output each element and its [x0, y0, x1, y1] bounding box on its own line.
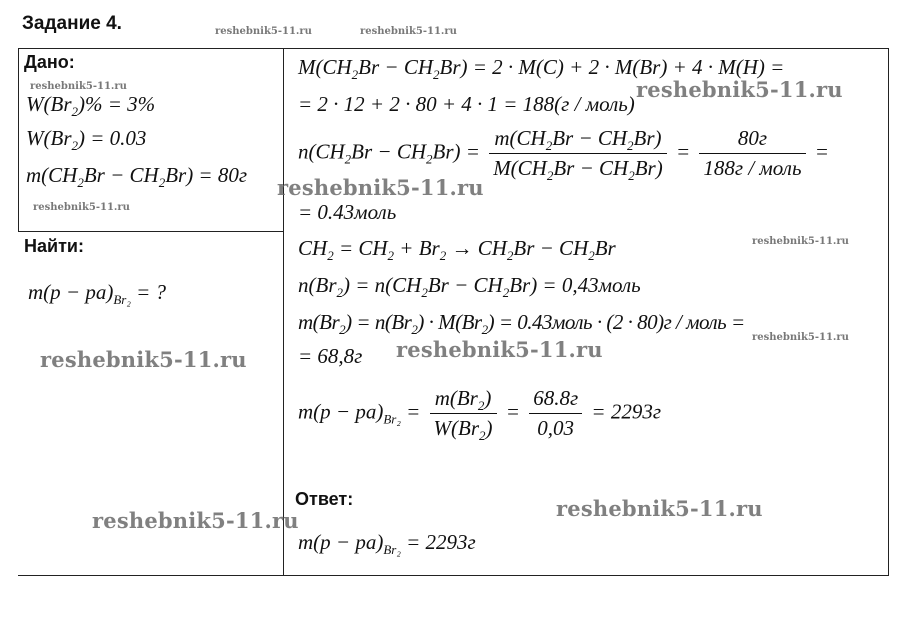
watermark: reshebnik5-11.ru: [556, 496, 763, 521]
given-mass-fraction-percent: $W(Br_2)\% = 3\%$: [26, 92, 156, 119]
table-bottom-border: [18, 575, 889, 576]
bromine-mass-result: = 68,8г: [298, 344, 363, 368]
watermark: reshebnik5-11.ru: [33, 202, 130, 213]
find-heading: Найти:: [24, 236, 84, 256]
given-find-divider: [18, 231, 284, 232]
watermark: reshebnik5-11.ru: [636, 77, 843, 102]
moles-result: = 0.43моль: [298, 200, 397, 224]
solution-mass-fraction-values: $\frac{68.8г}{0,03}$: [529, 386, 582, 441]
solution-mass-fraction-formula: $\frac{m(Br_2)}{W(Br_2)}$: [430, 386, 497, 441]
watermark: reshebnik5-11.ru: [396, 337, 603, 362]
find-expression: $m(p - pa)_{Br_2}$ = ?: [28, 280, 167, 307]
answer-expression: $m(p - pa)_{Br_2} = 2293г$: [298, 530, 476, 557]
watermark: reshebnik5-11.ru: [277, 175, 484, 200]
watermark: reshebnik5-11.ru: [30, 81, 127, 92]
moles-fraction-formula: $\frac{m(CH_2Br - CH_2Br)}{M(CH_2Br - CH_2Br)}$: [489, 126, 667, 181]
answer-heading: Ответ:: [295, 489, 354, 509]
table-left-border: [18, 48, 19, 232]
given-heading: Дано:: [24, 52, 75, 72]
watermark: reshebnik5-11.ru: [40, 347, 247, 372]
watermark: reshebnik5-11.ru: [752, 236, 849, 247]
watermark: reshebnik5-11.ru: [92, 508, 299, 533]
column-divider: [283, 48, 284, 576]
moles-fraction-values: $\frac{80г}{\text{188г / моль}}$: [699, 126, 805, 181]
solution-mass-equation: $m(p - pa)_{Br_2}$ = $\frac{m(Br_2)}{W(Br_2)}$ = $\frac{68.8г}{0,03}$ = 2293г: [298, 386, 662, 443]
given-product-mass: $m(CH_2Br - CH_2Br) = 80г$: [26, 163, 248, 190]
watermark: reshebnik5-11.ru: [360, 26, 457, 37]
moles-equation: $n(CH_2Br - CH_2Br)$ = $\frac{m(CH_2Br - CH_2Br)}{M(CH_2Br - CH_2Br)}$ = $\frac{80г}{\text{188г / моль}}$ =: [298, 126, 829, 183]
watermark: reshebnik5-11.ru: [215, 26, 312, 37]
table-right-border: [888, 48, 889, 576]
bromine-mass: $m(Br_2) = n(Br_2) \cdot M(Br_2)$ = 0.43моль · (2 · 80)г / моль =: [298, 310, 745, 337]
bromine-moles: $n(Br_2) = n(CH_2Br - CH_2Br)$ = 0,43моль: [298, 273, 641, 300]
reaction-equation: $CH_2 = CH_2 + Br_2 \to CH_2Br - CH_2Br$: [298, 236, 616, 263]
molar-mass-line-2: = 2 · 12 + 2 · 80 + 4 · 1 = 188(г / моль): [298, 92, 635, 116]
molar-mass-line-1: $M(CH_2Br - CH_2Br) = 2 \cdot M(C) + 2 \cdot M(Br) + 4 \cdot M(H)$ =: [298, 55, 785, 82]
task-title: Задание 4.: [22, 13, 122, 34]
table-top-border: [18, 48, 889, 49]
watermark: reshebnik5-11.ru: [752, 332, 849, 343]
given-mass-fraction: $W(Br_2) = 0.03$: [26, 126, 147, 153]
